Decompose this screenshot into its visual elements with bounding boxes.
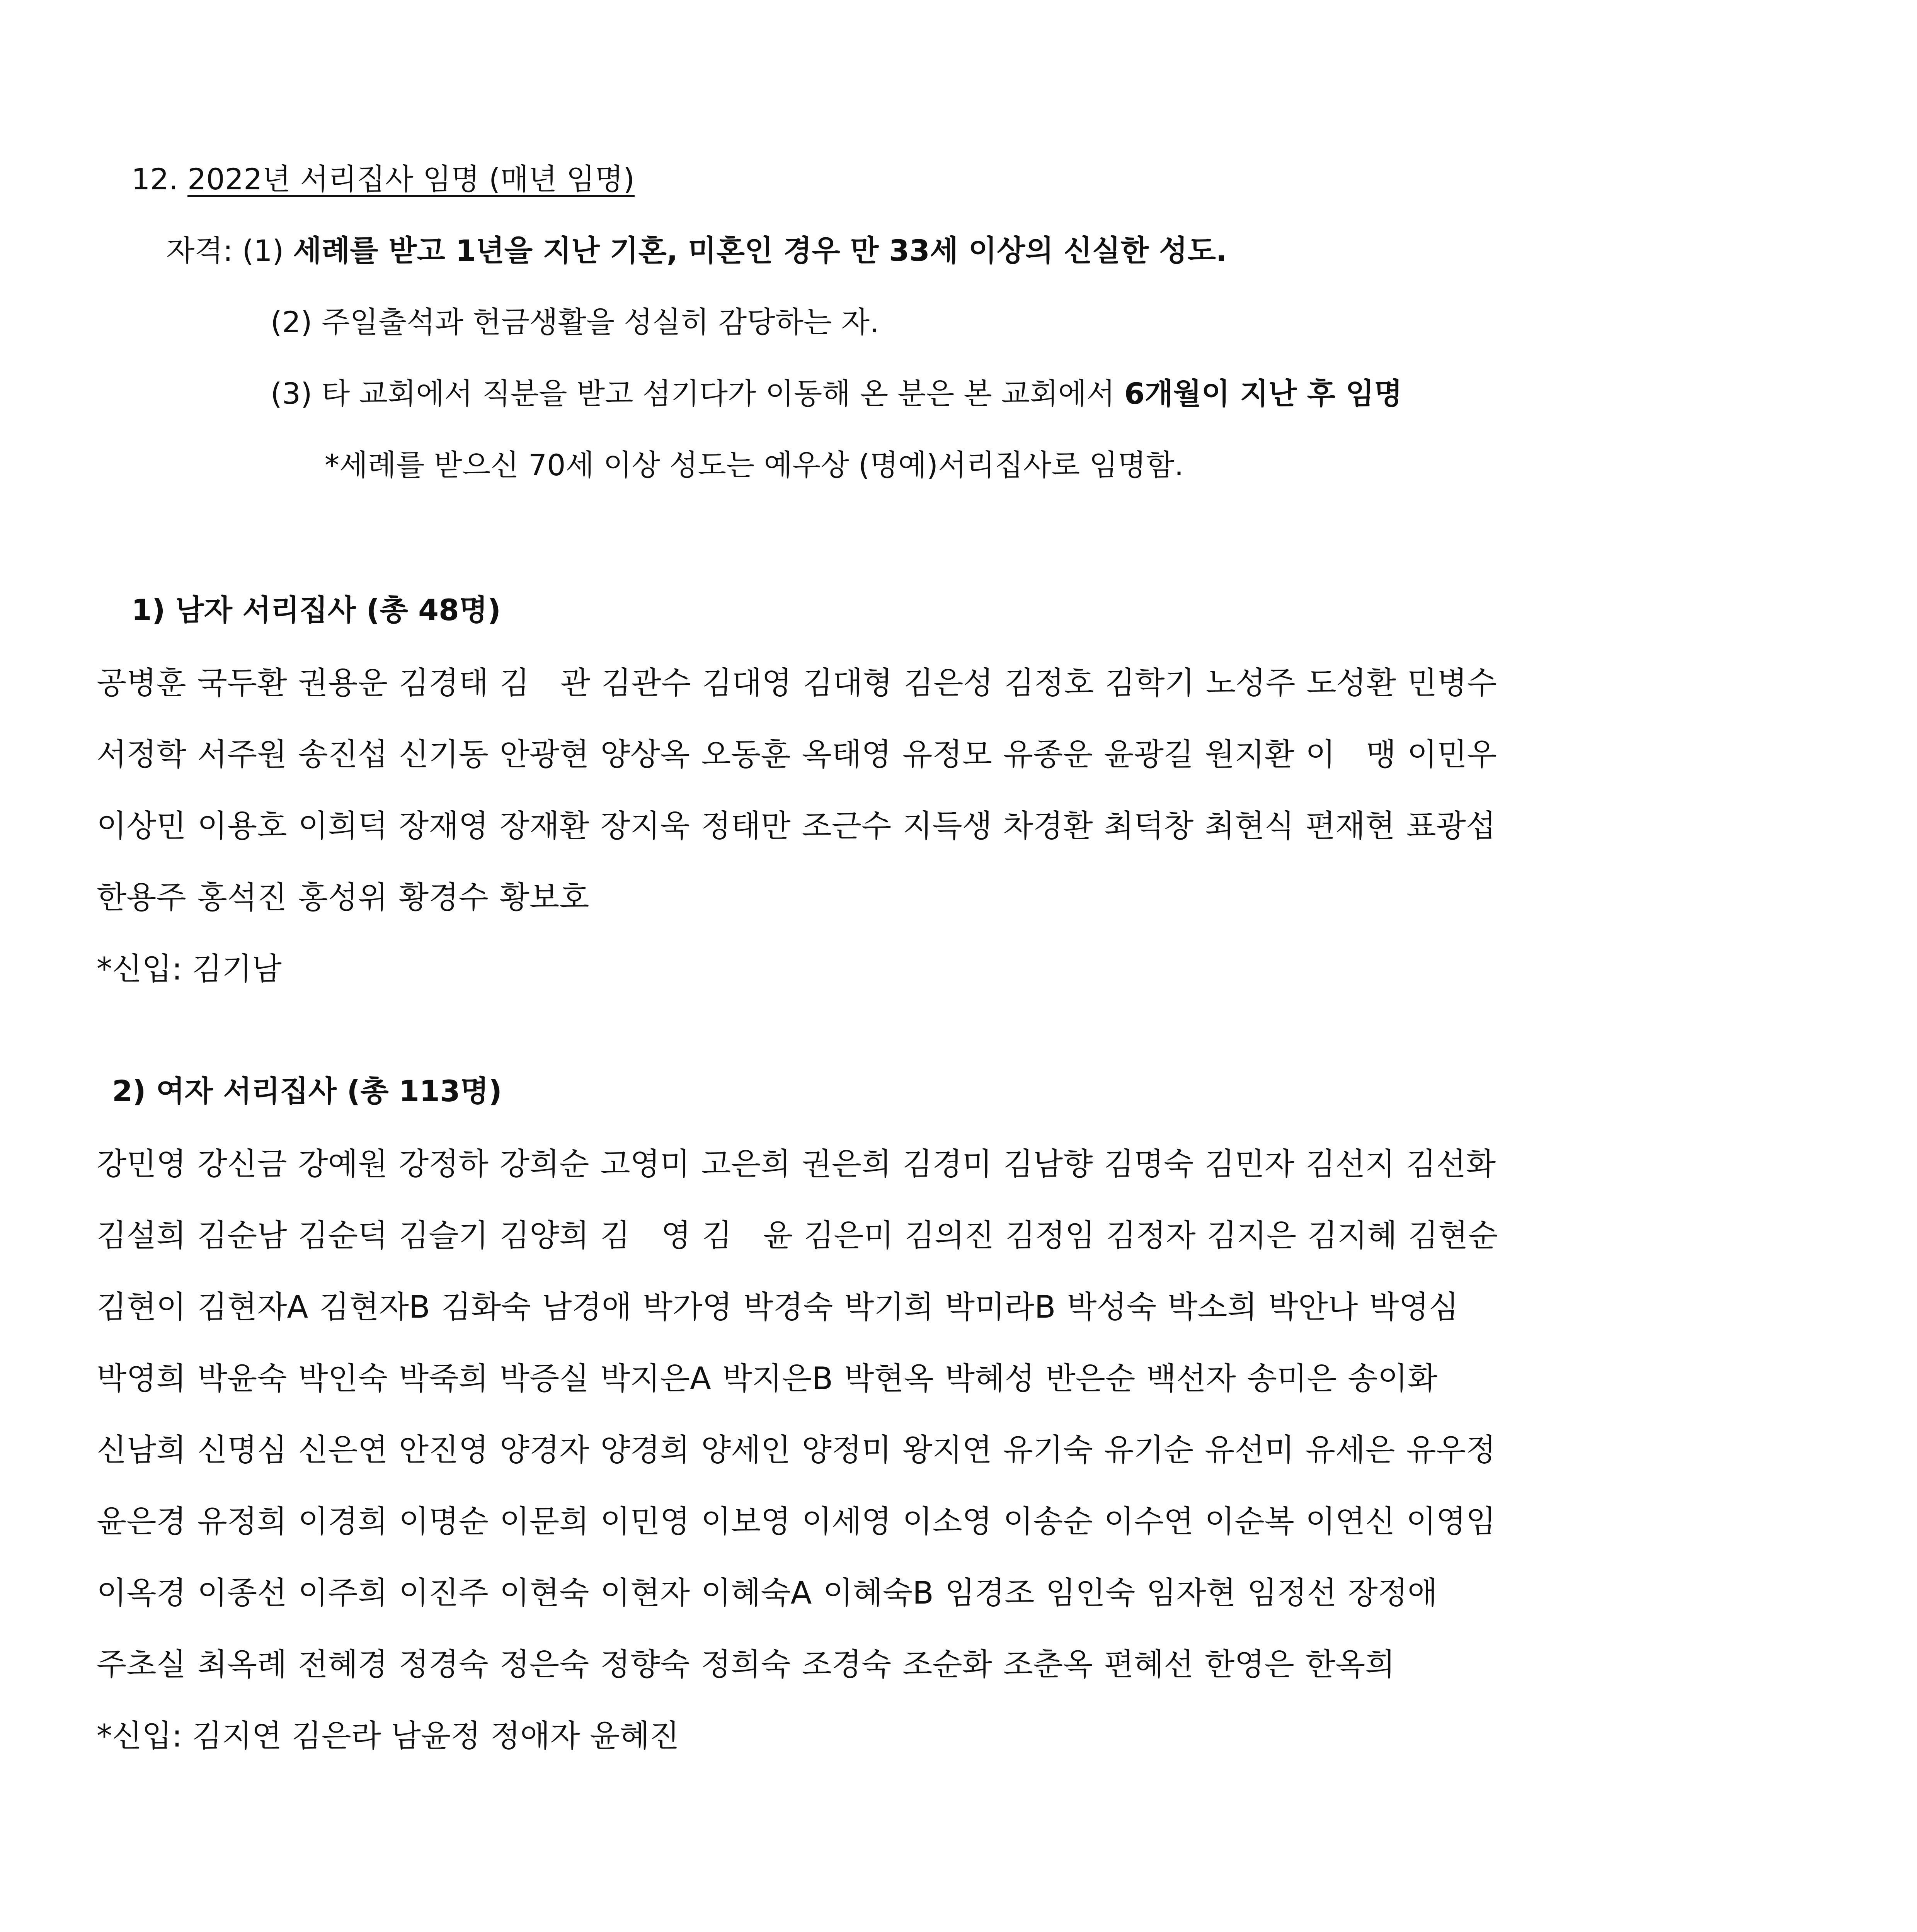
female-name: 이명순 <box>398 1503 489 1539</box>
female-name-row <box>97 1343 1817 1414</box>
male-name: 김 관 <box>499 665 591 701</box>
male-name: 이희덕 <box>298 808 388 844</box>
male-name: 장재환 <box>499 808 589 844</box>
female-name: 이소영 <box>902 1503 992 1539</box>
female-name: 송미은 <box>1247 1361 1337 1396</box>
qualification-item-1-number: (1) <box>242 233 284 268</box>
male-name: 장재영 <box>398 808 489 844</box>
male-section-title: 1) 남자 서리집사 (총 48명) <box>131 593 501 627</box>
male-name: 서정학 <box>97 736 186 772</box>
female-name: 김은미 <box>804 1218 894 1253</box>
male-name: 윤광길 <box>1104 736 1194 772</box>
male-name: 최덕창 <box>1104 808 1194 844</box>
male-name: 이 맹 <box>1305 736 1396 772</box>
female-name: 장정애 <box>1348 1575 1438 1611</box>
female-name: 김경미 <box>902 1146 992 1182</box>
female-name: 신명심 <box>197 1432 287 1468</box>
female-new-members <box>97 1700 1817 1772</box>
heading-number: 12. <box>131 162 178 196</box>
male-name: 최현식 <box>1205 808 1294 844</box>
male-new-names: 김기남 <box>192 951 282 987</box>
male-name: 신기동 <box>398 736 489 772</box>
female-name: 양정미 <box>802 1432 892 1468</box>
male-name: 김대형 <box>803 665 893 701</box>
male-name: 유종운 <box>1003 736 1093 772</box>
female-name: 백선자 <box>1146 1361 1236 1396</box>
female-name: 양세인 <box>701 1432 791 1468</box>
female-name: 정은숙 <box>499 1646 589 1682</box>
female-name: 박윤숙 <box>197 1361 287 1396</box>
male-name: 권용운 <box>298 665 388 701</box>
female-name-row <box>97 1629 1817 1700</box>
female-name: 박성숙 <box>1067 1289 1157 1325</box>
qualification-label: 자격: <box>166 233 233 268</box>
female-name: 이세영 <box>802 1503 892 1539</box>
male-name-row <box>97 862 1817 933</box>
female-name: 김순덕 <box>298 1218 388 1253</box>
female-name: 주초실 <box>97 1646 186 1682</box>
female-name: 이문희 <box>499 1503 589 1539</box>
male-name: 이상민 <box>97 808 186 844</box>
female-name: 고영미 <box>600 1146 690 1182</box>
female-name: 김슬기 <box>398 1218 489 1253</box>
female-name: 박현옥 <box>844 1361 934 1396</box>
female-name: 이현숙 <box>499 1575 589 1611</box>
female-name: 박안나 <box>1268 1289 1358 1325</box>
male-name: 편재현 <box>1305 808 1395 844</box>
male-name: 김관수 <box>601 665 691 701</box>
female-name: 박가영 <box>642 1289 732 1325</box>
female-name: 김선화 <box>1406 1146 1496 1182</box>
heading-title: 2022년 서리집사 임명 (매년 임명) <box>187 162 635 196</box>
male-name: 옥태영 <box>802 736 892 772</box>
female-name: 고은희 <box>701 1146 791 1182</box>
male-new-members <box>97 933 1817 1005</box>
female-name: 송이화 <box>1348 1361 1438 1396</box>
female-name: 전혜경 <box>298 1646 388 1682</box>
male-name: 차경환 <box>1003 808 1093 844</box>
female-name: 박소희 <box>1167 1289 1257 1325</box>
female-name: 조춘옥 <box>1003 1646 1093 1682</box>
female-name: 안진영 <box>398 1432 489 1468</box>
male-new-label: *신입: <box>97 951 182 987</box>
male-name: 국두환 <box>197 665 287 701</box>
male-name: 이용호 <box>197 808 287 844</box>
male-name: 양상옥 <box>600 736 690 772</box>
male-name: 홍석진 <box>197 879 287 915</box>
female-name-row <box>97 1486 1817 1557</box>
female-name: 신남희 <box>97 1432 186 1468</box>
female-name-row <box>97 1200 1817 1271</box>
female-name: 김정임 <box>1005 1218 1095 1253</box>
female-name-row <box>97 1414 1817 1486</box>
female-name: 이현자 <box>600 1575 690 1611</box>
male-name: 이민우 <box>1407 736 1497 772</box>
female-name: 이진주 <box>398 1575 489 1611</box>
female-name: 유우정 <box>1406 1432 1496 1468</box>
female-name-row <box>97 1271 1817 1343</box>
female-name: 박영심 <box>1369 1289 1459 1325</box>
qualification-item-2-text: 주일출석과 헌금생활을 성실히 감당하는 자. <box>321 305 879 339</box>
female-name: 이송순 <box>1003 1503 1093 1539</box>
female-name: 정경숙 <box>398 1646 489 1682</box>
female-name: 이종선 <box>197 1575 287 1611</box>
female-name: 박영희 <box>97 1361 186 1396</box>
qualification-item-3 <box>271 377 1402 410</box>
female-name: 김순남 <box>197 1218 287 1253</box>
female-name: 이영임 <box>1406 1503 1496 1539</box>
male-name: 오동훈 <box>701 736 791 772</box>
female-name: 강민영 <box>97 1146 186 1182</box>
male-name: 장지욱 <box>600 808 690 844</box>
female-name: 김의진 <box>904 1218 994 1253</box>
female-name: 편혜선 <box>1104 1646 1194 1682</box>
male-name: 서주원 <box>197 736 287 772</box>
male-name-row <box>97 790 1817 862</box>
section-heading <box>131 162 635 196</box>
male-name-list <box>97 647 1817 1005</box>
male-name: 정태만 <box>701 808 791 844</box>
female-name: 유기숙 <box>1003 1432 1093 1468</box>
female-name-list <box>97 1128 1817 1772</box>
qualification-item-1 <box>166 234 1227 267</box>
male-name: 김은성 <box>903 665 993 701</box>
female-new-label: *신입: <box>97 1718 182 1754</box>
female-name: 김지은 <box>1207 1218 1297 1253</box>
female-name: 이연신 <box>1305 1503 1395 1539</box>
female-name: 김지혜 <box>1308 1218 1397 1253</box>
qualification-item-1-text: 세례를 받고 1년을 지난 기혼, 미혼인 경우 만 33세 이상의 신실한 성도. <box>293 233 1227 268</box>
female-name: 박지은A <box>600 1361 711 1396</box>
female-new-names: 김지연 김은라 남윤정 정애자 윤혜진 <box>192 1718 679 1754</box>
female-name: 박죽희 <box>398 1361 489 1396</box>
female-name: 이주희 <box>298 1575 388 1611</box>
female-name: 유세은 <box>1305 1432 1395 1468</box>
female-name: 권은희 <box>802 1146 892 1182</box>
male-name: 민병수 <box>1407 665 1497 701</box>
female-name: 한옥희 <box>1305 1646 1395 1682</box>
qualification-item-3-text: 타 교회에서 직분을 받고 섬기다가 이동해 온 분은 본 교회에서 <box>321 376 1115 411</box>
female-name: 박경숙 <box>743 1289 833 1325</box>
female-name: 남경애 <box>542 1289 632 1325</box>
female-name: 박미라B <box>945 1289 1056 1325</box>
female-name: 유정희 <box>197 1503 287 1539</box>
female-name: 박증실 <box>499 1361 589 1396</box>
female-name: 정향숙 <box>600 1646 690 1682</box>
female-name: 윤은경 <box>97 1503 186 1539</box>
female-name: 강예원 <box>298 1146 388 1182</box>
female-name: 박지은B <box>722 1361 833 1396</box>
male-name: 안광현 <box>499 736 589 772</box>
male-name: 황보호 <box>499 879 589 915</box>
female-name: 김현이 <box>97 1289 186 1325</box>
male-name-row <box>97 647 1817 719</box>
female-name: 김설희 <box>97 1218 186 1253</box>
qualification-item-2 <box>271 305 879 339</box>
female-name: 신은연 <box>298 1432 388 1468</box>
female-name: 이경희 <box>298 1503 388 1539</box>
male-name: 공병훈 <box>97 665 186 701</box>
male-name: 황경수 <box>398 879 489 915</box>
qualification-item-2-number: (2) <box>271 305 312 339</box>
qualification-item-3-number: (3) <box>271 376 312 411</box>
male-name: 지득생 <box>902 808 992 844</box>
female-name: 양경자 <box>499 1432 589 1468</box>
female-name: 임인숙 <box>1045 1575 1136 1611</box>
male-name: 김학기 <box>1105 665 1195 701</box>
male-name-row <box>97 719 1817 790</box>
female-name: 이옥경 <box>97 1575 186 1611</box>
female-name: 김양희 <box>499 1218 589 1253</box>
female-name-row <box>97 1128 1817 1200</box>
female-name: 임정선 <box>1247 1575 1337 1611</box>
female-name: 왕지연 <box>902 1432 992 1468</box>
male-name: 노성주 <box>1205 665 1296 701</box>
female-name: 한영은 <box>1205 1646 1294 1682</box>
female-name: 박혜성 <box>945 1361 1035 1396</box>
male-name: 표광섭 <box>1406 808 1496 844</box>
qualification-note: *세례를 받으신 70세 이상 성도는 예우상 (명예)서리집사로 임명함. <box>325 448 1184 482</box>
female-name: 조경숙 <box>802 1646 892 1682</box>
male-name: 송진섭 <box>298 736 388 772</box>
qualification-item-3-emphasis: 6개월이 지난 후 임명 <box>1124 376 1403 411</box>
female-name: 김 윤 <box>702 1218 793 1253</box>
female-name: 김현자B <box>319 1289 430 1325</box>
female-name: 김민자 <box>1205 1146 1294 1182</box>
female-name: 김남향 <box>1003 1146 1093 1182</box>
female-name: 이혜숙B <box>823 1575 934 1611</box>
female-name: 임경조 <box>945 1575 1035 1611</box>
female-name: 임자현 <box>1146 1575 1236 1611</box>
male-name: 유정모 <box>902 736 992 772</box>
male-name: 조근수 <box>802 808 892 844</box>
female-name: 강정하 <box>398 1146 489 1182</box>
female-name: 김 영 <box>600 1218 691 1253</box>
female-name: 유기순 <box>1104 1432 1194 1468</box>
female-name: 김현자A <box>197 1289 308 1325</box>
male-name: 김대영 <box>702 665 792 701</box>
female-name: 이혜숙A <box>701 1575 812 1611</box>
female-name: 박기희 <box>844 1289 934 1325</box>
female-name: 정희숙 <box>701 1646 791 1682</box>
male-name: 홍성위 <box>298 879 388 915</box>
female-name: 이순복 <box>1205 1503 1294 1539</box>
male-name: 김정호 <box>1004 665 1094 701</box>
female-name: 김선지 <box>1305 1146 1395 1182</box>
female-name: 최옥례 <box>197 1646 287 1682</box>
female-name: 유선미 <box>1205 1432 1294 1468</box>
female-name: 양경희 <box>600 1432 690 1468</box>
female-name: 이민영 <box>600 1503 690 1539</box>
female-name: 강신금 <box>197 1146 287 1182</box>
male-name: 김경태 <box>398 665 489 701</box>
female-name: 이수연 <box>1104 1503 1194 1539</box>
female-name: 김화숙 <box>441 1289 531 1325</box>
female-name: 김현순 <box>1408 1218 1498 1253</box>
female-name: 김정자 <box>1106 1218 1196 1253</box>
female-name: 김명숙 <box>1104 1146 1194 1182</box>
female-section-title: 2) 여자 서리집사 (총 113명) <box>112 1074 502 1108</box>
female-name: 박인숙 <box>298 1361 388 1396</box>
female-name: 반은순 <box>1045 1361 1136 1396</box>
female-name: 이보영 <box>701 1503 791 1539</box>
female-name: 조순화 <box>902 1646 992 1682</box>
male-name: 한용주 <box>97 879 186 915</box>
female-name-row <box>97 1557 1817 1629</box>
male-name: 원지환 <box>1205 736 1294 772</box>
female-name: 강희순 <box>499 1146 589 1182</box>
male-name: 도성환 <box>1306 665 1396 701</box>
